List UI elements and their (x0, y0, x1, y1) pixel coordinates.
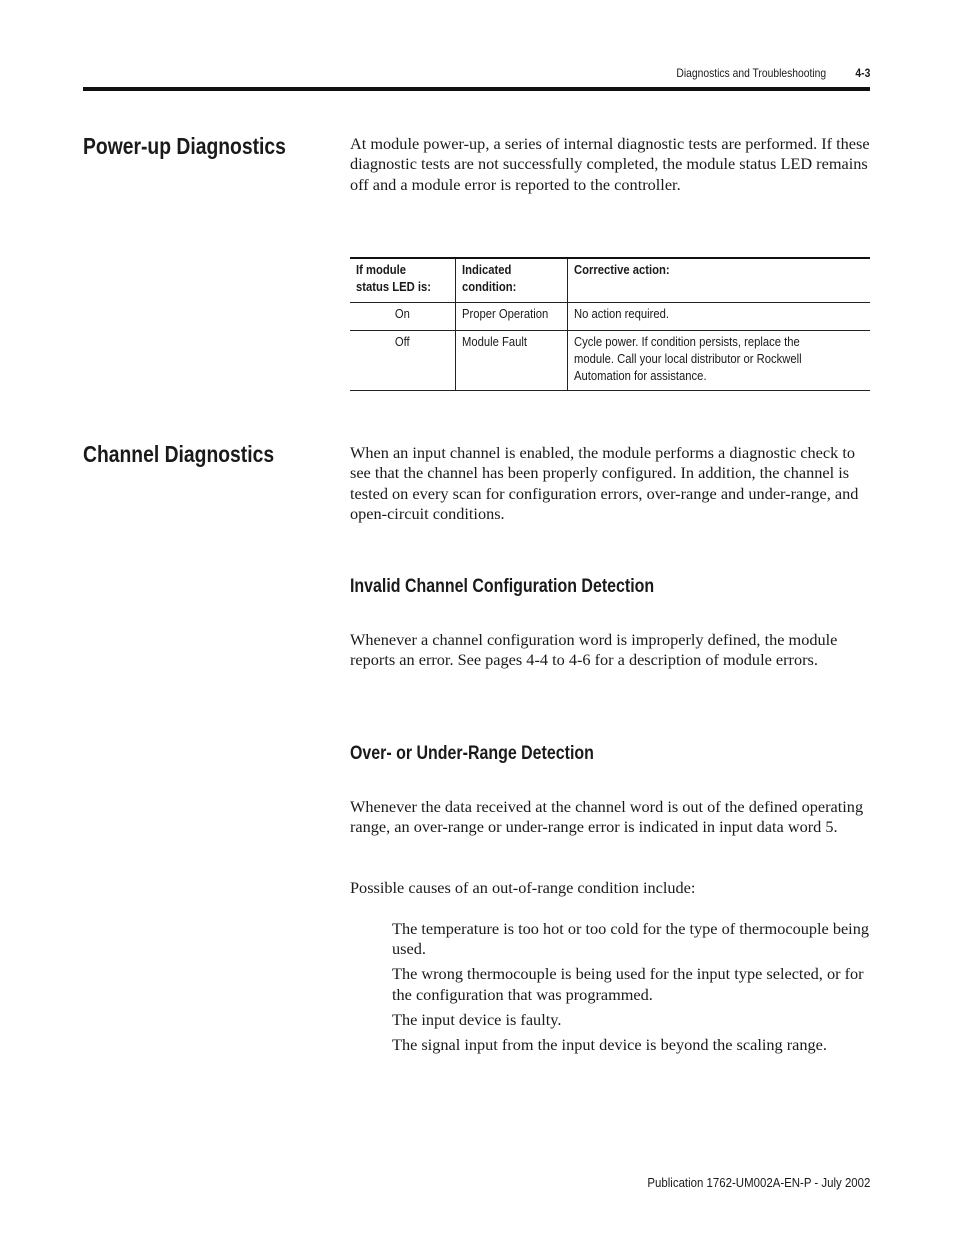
list-item: The wrong thermocouple is being used for the input type selected, or for the configuration that was programmed. (392, 964, 864, 1004)
table-cell: Proper Operation (455, 303, 567, 331)
publication-footer: Publication 1762-UM002A-EN-P - July 2002 (647, 1175, 870, 1190)
table-header-cell: Corrective action: (568, 258, 871, 303)
header-title: Diagnostics and Troubleshooting (676, 66, 826, 80)
page-number: 4-3 (855, 66, 870, 80)
invalid-config-paragraph: Whenever a channel configuration word is improperly defined, the module reports an error. See pages 4-4 to 4-6 for a description of module errors. (350, 630, 838, 670)
invalid-config-heading: Invalid Channel Configuration Detection (350, 576, 655, 597)
list-item: The signal input from the input device is beyond the scaling range. (392, 1034, 827, 1054)
table-cell: On (350, 303, 455, 331)
table-header-row (350, 258, 870, 303)
range-detection-paragraph: Whenever the data received at the channel word is out of the defined operating range, an over-range or under-range error is indicated in input data word 5. (350, 797, 864, 837)
channel-paragraph: When an input channel is enabled, the module performs a diagnostic check to see that the channel has been properly configured. In addition, the channel is tested on every scan for configuration errors, over-range and under-range, and open-circuit conditions. (350, 443, 859, 524)
causes-list (392, 919, 870, 1060)
table-header-cell: If module status LED is: (350, 258, 455, 303)
list-item: The input device is faulty. (392, 1009, 562, 1029)
table-header-cell: Indicated condition: (455, 258, 567, 303)
table-cell: Cycle power. If condition persists, replace the module. Call your local distributor or Rockwell Automation for assistance. (568, 331, 871, 391)
powerup-heading: Power-up Diagnostics (83, 133, 286, 159)
running-header (83, 66, 870, 86)
table-cell: Off (350, 331, 455, 391)
channel-heading: Channel Diagnostics (83, 441, 275, 467)
table-cell: Module Fault (455, 331, 567, 391)
powerup-paragraph: At module power-up, a series of internal diagnostic tests are performed. If these diagnostic tests are not successfully completed, the module status LED remains off and a module error is reported to the controller. (350, 134, 870, 194)
table-row (350, 303, 870, 331)
list-item: The temperature is too hot or too cold for the type of thermocouple being used. (392, 919, 869, 959)
table-cell: No action required. (568, 303, 871, 331)
causes-intro: Possible causes of an out-of-range condition include: (350, 878, 696, 897)
table-row (350, 331, 870, 391)
header-rule (83, 87, 870, 91)
range-detection-heading: Over- or Under-Range Detection (350, 743, 594, 764)
status-led-table (350, 257, 870, 391)
